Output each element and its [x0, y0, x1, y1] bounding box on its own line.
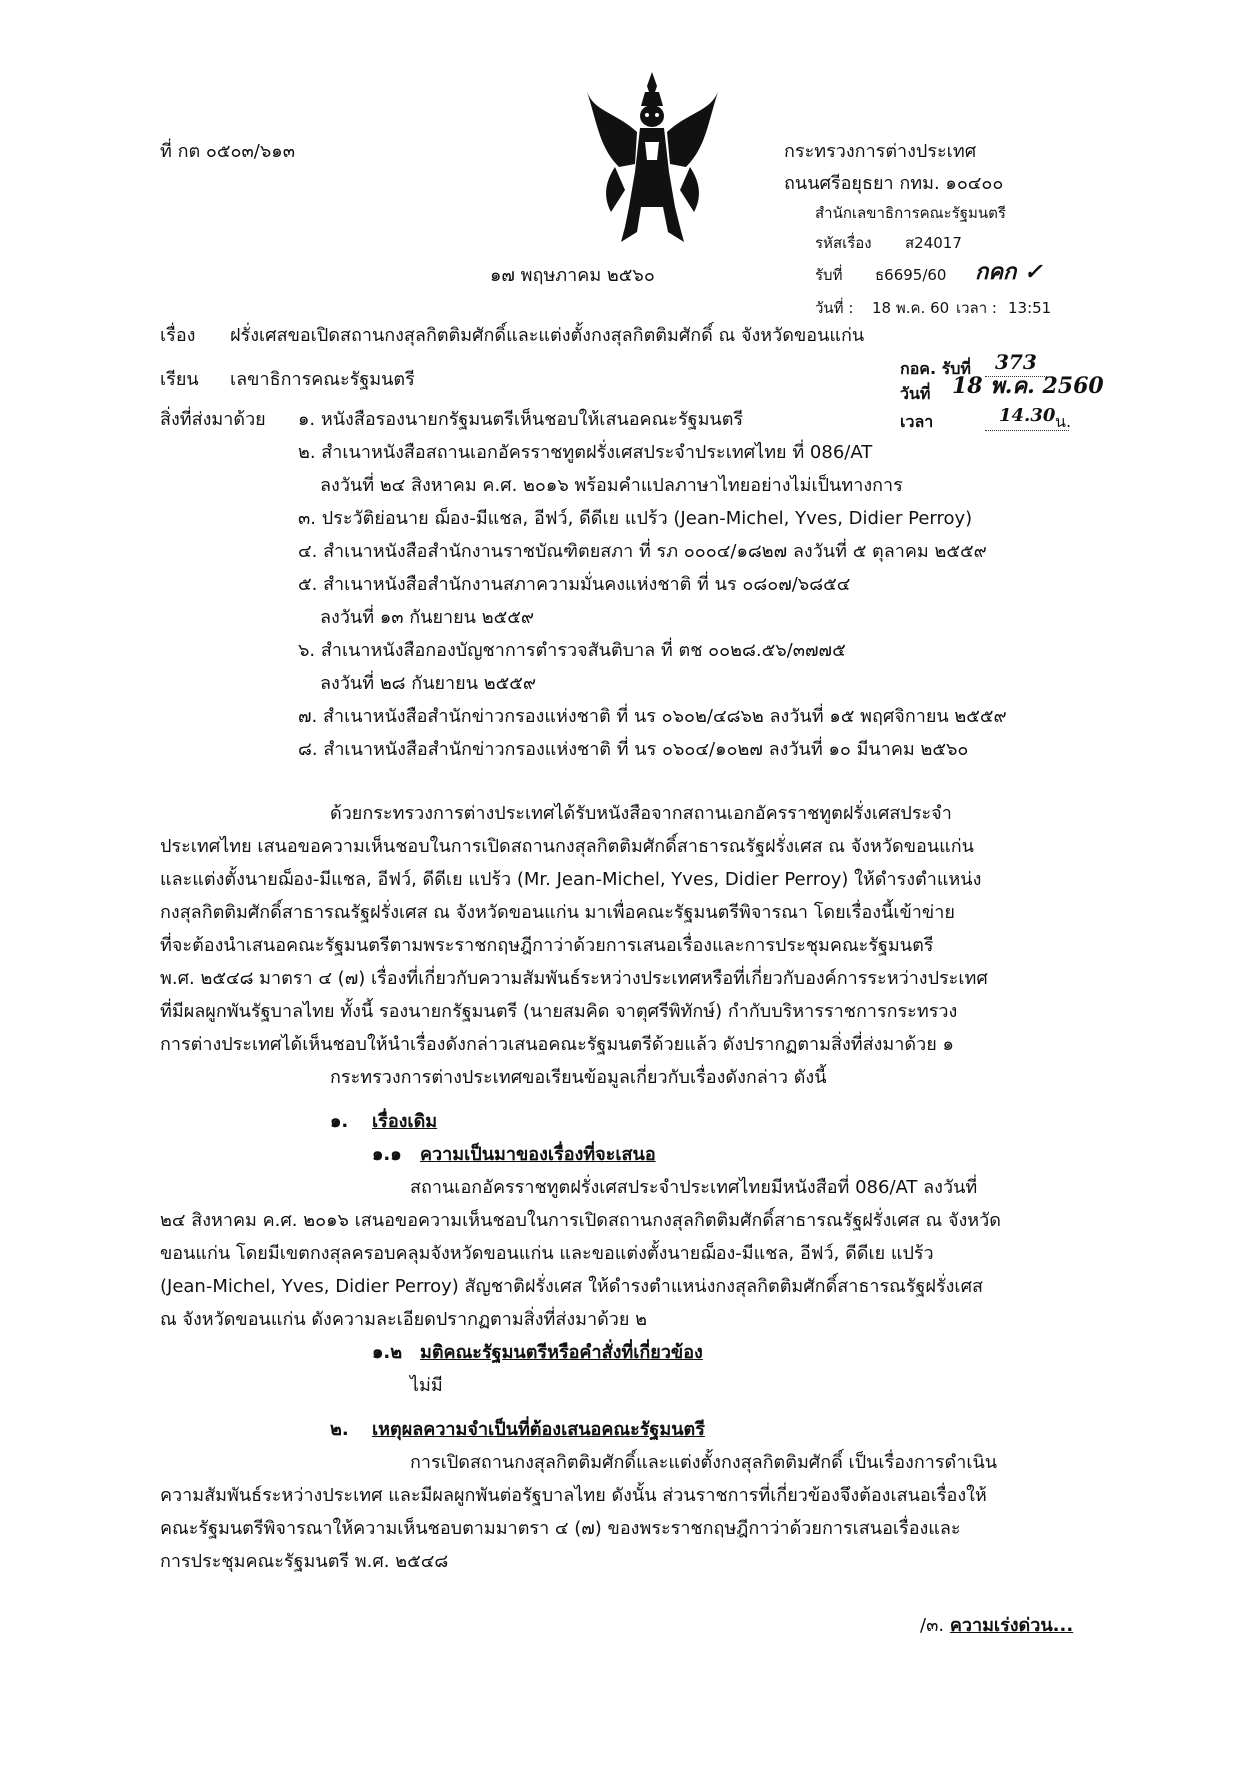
- page-continuation: [920, 1612, 1073, 1640]
- receipt-time-unit: น.: [1055, 412, 1072, 431]
- paragraph-line: กระทรวงการต่างประเทศขอเรียนข้อมูลเกี่ยวกับเรื่องดังกล่าว ดังนี้: [330, 1067, 827, 1088]
- receipt-recv-value: 373: [985, 348, 1047, 377]
- stamp-time-label: เวลา :: [956, 299, 997, 317]
- ministry-address: ถนนศรีอยุธยา กทม. ๑๐๔๐๐: [784, 173, 1004, 194]
- ministry-name: กระทรวงการต่างประเทศ: [784, 141, 977, 162]
- stamp-time-value: 13:51: [1008, 299, 1052, 317]
- subject-label: เรื่อง: [160, 325, 196, 346]
- list-item: ลงวันที่ ๒๔ สิงหาคม ค.ศ. ๒๐๑๖ พร้อมคำแปลภาษาไทยอย่างไม่เป็นทางการ: [320, 475, 903, 496]
- stamp-code-label: รหัสเรื่อง: [815, 234, 872, 252]
- continuation-text: ความเร่งด่วน...: [949, 1615, 1074, 1636]
- paragraph-line: ไม่มี: [410, 1375, 443, 1396]
- receipt-recv-label: กอค. รับที่: [900, 359, 971, 378]
- paragraph-line: ความสัมพันธ์ระหว่างประเทศ และมีผลผูกพันต่อรัฐบาลไทย ดังนั้น ส่วนราชการที่เกี่ยวข้องจึงต้องเสนอเรื่องให้: [160, 1485, 987, 1506]
- paragraph-line: ๒๔ สิงหาคม ค.ศ. ๒๐๑๖ เสนอขอความเห็นชอบในการเปิดสถานกงสุลกิตติมศักดิ์สาธารณรัฐฝรั่งเศส ณ จังหวัด: [160, 1210, 1001, 1231]
- stamp-office: สำนักเลขาธิการคณะรัฐมนตรี: [815, 204, 1006, 222]
- list-item: ๒. สำเนาหนังสือสถานเอกอัครราชทูตฝรั่งเศสประจำประเทศไทย ที่ 086/AT: [298, 442, 873, 463]
- paragraph-line: การประชุมคณะรัฐมนตรี พ.ศ. ๒๕๔๘: [160, 1551, 449, 1572]
- recipient-text: เลขาธิการคณะรัฐมนตรี: [230, 369, 415, 390]
- recipient-label: เรียน: [160, 369, 199, 390]
- stamp-code-value: ส24017: [905, 234, 962, 252]
- stamp-recv-label: รับที่: [815, 266, 843, 284]
- list-item: ๗. สำเนาหนังสือสำนักข่าวกรองแห่งชาติ ที่ นร ๐๖๐๒/๔๘๖๒ ลงวันที่ ๑๕ พฤศจิกายน ๒๕๕๙: [298, 706, 1007, 727]
- paragraph-line: ที่จะต้องนำเสนอคณะรัฐมนตรีตามพระราชกฤษฎีกาว่าด้วยการเสนอเรื่องและการประชุมคณะรัฐมนตรี: [160, 935, 934, 956]
- paragraph-line: ประเทศไทย เสนอขอความเห็นชอบในการเปิดสถานกงสุลกิตติมศักดิ์สาธารณรัฐฝรั่งเศส ณ จังหวัดขอนแก่น: [160, 836, 974, 857]
- list-item: ๔. สำเนาหนังสือสำนักงานราชบัณฑิตยสภา ที่ รภ ๐๐๐๔/๑๘๒๗ ลงวันที่ ๕ ตุลาคม ๒๕๕๙: [298, 541, 987, 562]
- section-1-title: เรื่องเดิม: [372, 1111, 438, 1132]
- receipt-time-label: เวลา: [900, 412, 934, 431]
- garuda-emblem-icon: [585, 72, 720, 247]
- paragraph-line: และแต่งตั้งนายฌ็อง-มีแชล, อีฟว์, ดีดีเย แปร้ว (Mr. Jean-Michel, Yves, Didier Perroy) ให้ดำรงตำแหน่ง: [160, 869, 982, 890]
- receipt-date-label: วันที่: [900, 384, 931, 403]
- list-item: ๓. ประวัติย่อนาย ฌ็อง-มีแชล, อีฟว์, ดีดีเย แปร้ว (Jean-Michel, Yves, Didier Perroy): [298, 508, 973, 529]
- stamp-handwritten-mark: กคก ✓: [975, 259, 1043, 285]
- list-item: ๕. สำเนาหนังสือสำนักงานสภาความมั่นคงแห่งชาติ ที่ นร ๐๘๐๗/๖๘๕๔: [298, 574, 851, 595]
- enclosures-label: สิ่งที่ส่งมาด้วย: [160, 409, 266, 430]
- section-1-2-number: ๑.๒: [372, 1342, 403, 1363]
- list-item: ลงวันที่ ๒๘ กันยายน ๒๕๕๙: [320, 673, 537, 694]
- section-1-2-title: มติคณะรัฐมนตรีหรือคำสั่งที่เกี่ยวข้อง: [420, 1342, 703, 1363]
- paragraph-line: คณะรัฐมนตรีพิจารณาให้ความเห็นชอบตามมาตรา ๔ (๗) ของพระราชกฤษฎีกาว่าด้วยการเสนอเรื่องและ: [160, 1518, 961, 1539]
- paragraph-line: ที่มีผลผูกพันรัฐบาลไทย ทั้งนี้ รองนายกรัฐมนตรี (นายสมคิด จาตุศรีพิทักษ์) กำกับบริหารราชการกระทรวง: [160, 1001, 958, 1022]
- paragraph-line: กงสุลกิตติมศักดิ์สาธารณรัฐฝรั่งเศส ณ จังหวัดขอนแก่น มาเพื่อคณะรัฐมนตรีพิจารณา โดยเรื่องนี้เข้าข่าย: [160, 902, 955, 923]
- paragraph-line: พ.ศ. ๒๕๔๘ มาตรา ๔ (๗) เรื่องที่เกี่ยวกับความสัมพันธ์ระหว่างประเทศหรือที่เกี่ยวกับองค์การระหว่างประเทศ: [160, 968, 988, 989]
- receipt-time-value: 14.30: [985, 402, 1069, 431]
- section-1-number: ๑.: [330, 1111, 349, 1132]
- list-item: ๖. สำเนาหนังสือกองบัญชาการตำรวจสันติบาล ที่ ตช ๐๐๒๘.๕๖/๓๗๗๕: [298, 640, 846, 661]
- paragraph-line: สถานเอกอัครราชทูตฝรั่งเศสประจำประเทศไทยมีหนังสือที่ 086/AT ลงวันที่: [410, 1177, 978, 1198]
- reference-number: ที่ กต ๐๕๐๓/๖๑๓: [160, 141, 296, 162]
- paragraph-line: การเปิดสถานกงสุลกิตติมศักดิ์และแต่งตั้งกงสุลกิตติมศักดิ์ เป็นเรื่องการดำเนิน: [410, 1452, 998, 1473]
- continuation-prefix: /๓.: [920, 1615, 950, 1636]
- list-item: ลงวันที่ ๑๓ กันยายน ๒๕๕๙: [320, 607, 534, 628]
- paragraph-line: ขอนแก่น โดยมีเขตกงสุลครอบคลุมจังหวัดขอนแก่น และขอแต่งตั้งนายฌ็อง-มีแชล, อีฟว์, ดีดีเย แปร้ว: [160, 1243, 934, 1264]
- paragraph-line: (Jean-Michel, Yves, Didier Perroy) สัญชาติฝรั่งเศส ให้ดำรงตำแหน่งกงสุลกิตติมศักดิ์สาธารณรัฐฝรั่งเศส: [160, 1276, 983, 1297]
- stamp-recv-value: ธ6695/60: [875, 266, 947, 284]
- section-1-1-number: ๑.๑: [372, 1144, 402, 1165]
- section-2-number: ๒.: [330, 1419, 349, 1440]
- subject-text: ฝรั่งเศสขอเปิดสถานกงสุลกิตติมศักดิ์และแต่งตั้งกงสุลกิตติมศักดิ์ ณ จังหวัดขอนแก่น: [230, 325, 865, 346]
- document-date: ๑๗ พฤษภาคม ๒๕๖๐: [490, 265, 655, 286]
- stamp-date-value: 18 พ.ค. 60: [872, 299, 950, 317]
- receipt-date-value: 18 พ.ค. 2560: [952, 373, 1104, 399]
- list-item: ๘. สำเนาหนังสือสำนักข่าวกรองแห่งชาติ ที่ นร ๐๖๐๔/๑๐๒๗ ลงวันที่ ๑๐ มีนาคม ๒๕๖๐: [298, 739, 969, 760]
- paragraph-line: ณ จังหวัดขอนแก่น ดังความละเอียดปรากฏตามสิ่งที่ส่งมาด้วย ๒: [160, 1309, 648, 1330]
- list-item: ๑. หนังสือรองนายกรัฐมนตรีเห็นชอบให้เสนอคณะรัฐมนตรี: [298, 409, 744, 430]
- paragraph-line: การต่างประเทศได้เห็นชอบให้นำเรื่องดังกล่าวเสนอคณะรัฐมนตรีด้วยแล้ว ดังปรากฏตามสิ่งที่ส่งมาด้วย ๑: [160, 1034, 954, 1055]
- stamp-date-label: วันที่ :: [815, 299, 854, 317]
- paragraph-line: ด้วยกระทรวงการต่างประเทศได้รับหนังสือจากสถานเอกอัครราชทูตฝรั่งเศสประจำ: [330, 803, 952, 824]
- section-2-title: เหตุผลความจำเป็นที่ต้องเสนอคณะรัฐมนตรี: [372, 1419, 705, 1440]
- section-1-1-title: ความเป็นมาของเรื่องที่จะเสนอ: [420, 1144, 656, 1165]
